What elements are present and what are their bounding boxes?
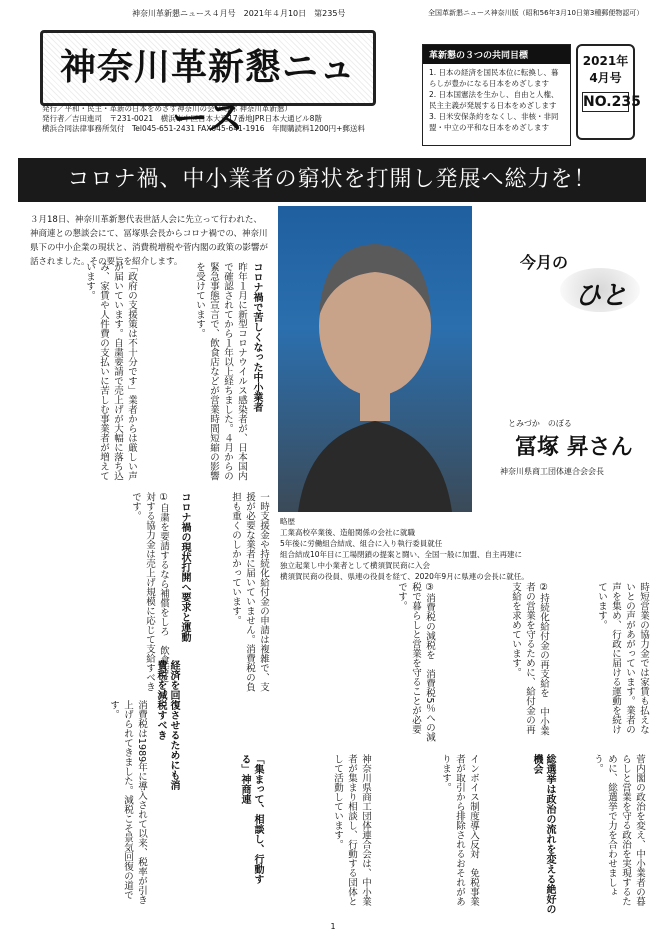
section-heading: コロナ禍の現状打開へ要求と運動 — [179, 492, 190, 642]
article-column: 昨年１月に新型コロナウイルス感染者が、日本国内で確認されてから１年以上経ちました。４月からの緊急事態宣言で、飲食店などが営業時間短縮の影響を受けています。 — [194, 262, 247, 481]
article-column: 消費税は1989年に導入されて以来、税率が引き上げられてきました。減税こそ景気回復の道です。 — [108, 700, 147, 905]
profile-line: 工業高校卒業後、造船関係の会社に就職 — [280, 528, 415, 537]
pub-line: 発行／平和・民主・革新の日本をめざす神奈川の会（略称 神奈川革新懇） — [42, 104, 292, 113]
page-number: 1 — [330, 922, 336, 931]
goal-item: 2. 日本国憲法を生かし、自由と人権、民主主義が発展する日本をめざします — [429, 90, 559, 110]
publisher-info — [42, 104, 422, 134]
goal-item: 3. 日米安保条約をなくし、非核・非同盟・中立の平和な日本をめざします — [429, 112, 559, 132]
name-reading: とみづか のぼる — [508, 419, 572, 428]
person-name: 冨塚 昇さん — [515, 435, 633, 460]
common-goals-box — [422, 44, 571, 146]
article-column: ①自粛を要請するなら補償をしろ 飲食店に対する協力金は売上げ規模に応じて支給すべきです。 — [130, 492, 169, 692]
article-column: 一時支援金や持続化給付金の申請は複雑で、支援が必要な業者に届いていません。消費税の負担も重くのしかかっています。 — [230, 492, 269, 692]
issue-number: NO.235 — [583, 94, 641, 110]
article-column: 神奈川県商工団体連合会は、中小業者が集まり相談し、行動する団体として活動しています。 — [332, 754, 371, 906]
publisher-note: 全国革新懇ニュース神奈川版（昭和56年3月10日第3種郵便物認可） — [428, 9, 644, 17]
article-column: 時短営業の協力金では家賃も払えないとの声があがっています。業者の声を集め、行政に届ける運動を続けています。 — [596, 582, 649, 734]
goals-title: 革新懇の３つの共同目標 — [423, 45, 570, 64]
article-column: ③消費税の減税を 消費税5％への減税で暮らしと営業を守ることが必要です。 — [396, 582, 435, 742]
feature-label-hito: ひと — [575, 281, 628, 311]
section-heading: 「集まって、相談し、行動する」神商連 — [239, 754, 263, 884]
pub-line: 発行者／吉田進司 〒231-0021 横浜市中区日本大通17番地JPR日本大通ビル8階 — [42, 114, 322, 123]
profile-line: 独立起業し中小業者として横須賀民商に入会 — [280, 561, 430, 570]
issue-month: 4月号 — [589, 71, 622, 85]
goal-item: 1. 日本の経済を国民本位に転換し、暮らしが豊かになる日本をめざします — [429, 68, 559, 88]
lead-paragraph: ３月18日、神奈川革新懇代表世話人会に先立って行われた、神商連との懇談会にて、冨塚県会長からコロナ禍での、神奈川県下の中小企業の現状と、消費税増税や菅内閣の政策の影響が話されました。その要旨を紹介します。 — [30, 215, 269, 267]
person-organization: 神奈川県商工団体連合会会長 — [500, 467, 604, 476]
portrait-photo — [278, 206, 472, 512]
article-column: 菅内閣の政治を変え、中小業者の暮らしと営業を守る政治を実現するために、総選挙で力を合わせましょう。 — [592, 754, 645, 906]
issue-year: 2021年 — [582, 54, 629, 68]
main-headline: コロナ禍、中小業者の窮状を打開し発展へ総力を！ — [18, 158, 646, 202]
pub-line: 横浜合同法律事務所気付 Tel045-651-2431 FAX045-641-1916 年間購読料1200円+郵送料 — [42, 124, 365, 133]
person-silhouette — [278, 206, 472, 512]
article-column: インボイス制度導入反対 免税事業者が取引から排除されるおそれがあります。 — [440, 754, 479, 906]
profile-label: 略歴 — [280, 517, 295, 526]
section-heading: コロナ禍で苦しくなった中小業者 — [251, 262, 262, 412]
feature-label: 今月の — [520, 253, 569, 272]
section-heading: 経済を回復させるためにも消費税を減税すべき — [155, 660, 179, 790]
profile-line: 組合結成10年目に工場閉鎖の提案と闘い、全国一般に加盟、自主再建に — [280, 550, 523, 559]
article-column: ②持続化給付金の再支給を 中小業者の営業を守るために、給付金の再支給を求めています。 — [510, 582, 549, 736]
section-heading: 総選挙は政治の流れを変える絶好の機会 — [531, 754, 555, 914]
issue-box — [576, 44, 641, 140]
newspaper-title: 神奈川革新懇ニュース — [59, 46, 356, 139]
article-column: 「政府の支援策は不十分です」業者からは厳しい声が届いています。自粛要請で売上げが大幅に落ち込み、家賃や人件費の支払いに苦しむ事業者が増えています。 — [84, 262, 137, 481]
profile-box — [280, 516, 640, 582]
profile-line: 横須賀民商の役員、県連の役員を経て、2020年9月に県連の会長に就任。 — [280, 572, 529, 581]
issue-dateline: 神奈川革新懇ニュース４月号 2021年４月10日 第235号 — [132, 9, 346, 18]
profile-line: 5年後に労働組合結成、組合に入り執行委員就任 — [280, 539, 443, 548]
